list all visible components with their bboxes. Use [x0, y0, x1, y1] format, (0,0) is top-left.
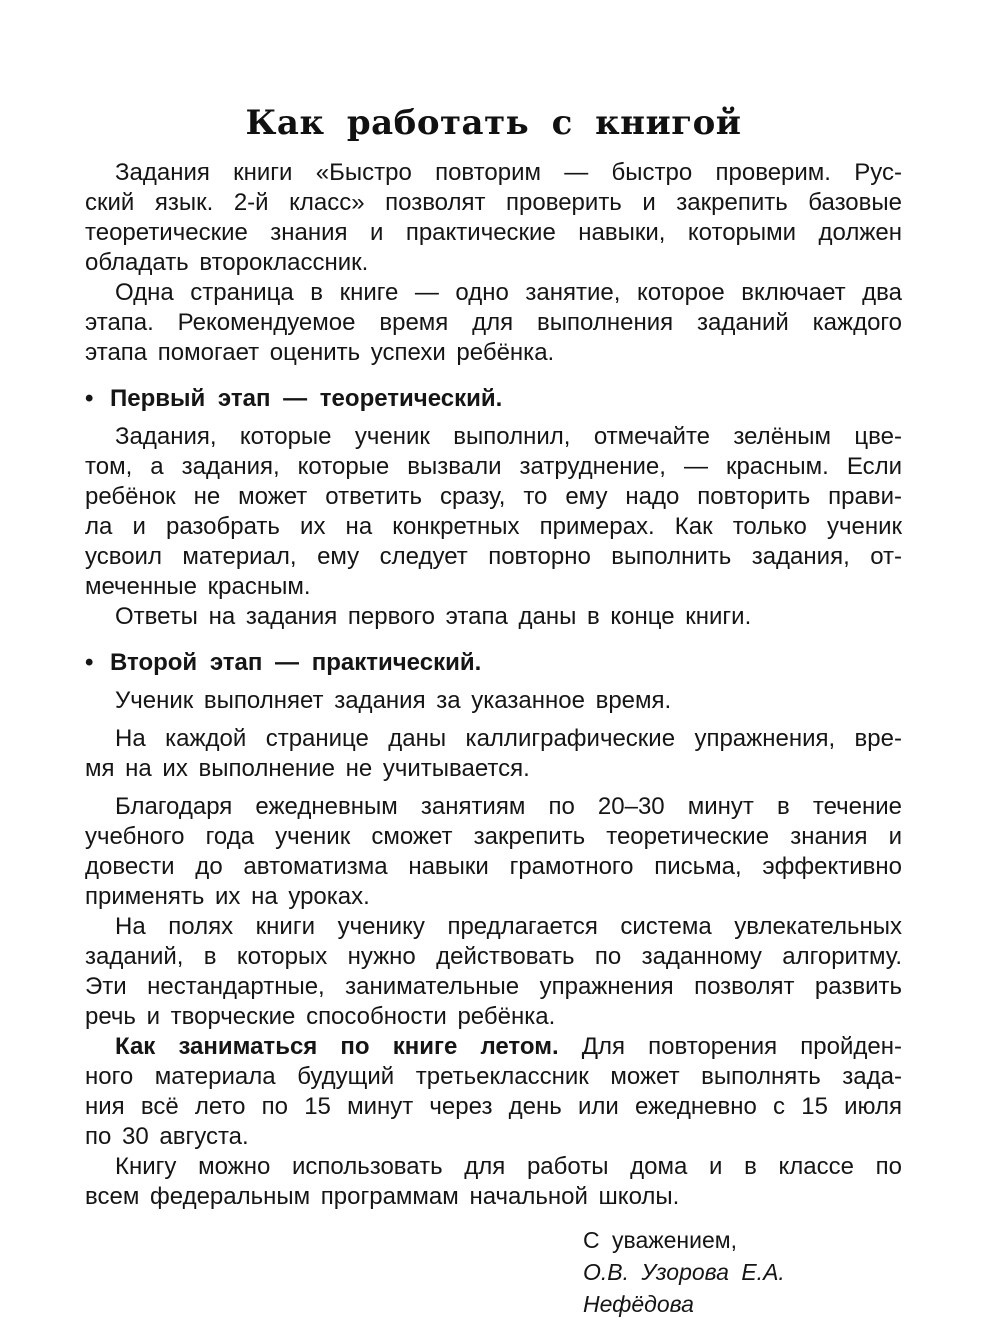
paragraph-line: Задания, которые ученик выполнил, отмечайте зелёным цве- — [115, 423, 902, 450]
paragraph — [85, 602, 902, 632]
paragraph — [85, 1032, 902, 1152]
paragraph-line: по 30 августа. — [85, 1123, 249, 1150]
paragraph-line: том, а задания, которые вызвали затруднение, — красным. Если — [85, 453, 902, 480]
paragraph-line: Ответы на задания первого этапа даны в конце книги. — [115, 603, 752, 630]
paragraph-line: Книгу можно использовать для работы дома и в классе по — [115, 1153, 902, 1180]
paragraph — [85, 278, 902, 368]
paragraph-line: ного материала будущий третьеклассник может выполнять зада- — [85, 1063, 902, 1090]
bullet-heading — [85, 648, 902, 678]
paragraph-line: мя на их выполнение не учитывается. — [85, 755, 530, 782]
paragraph — [85, 1152, 902, 1212]
paragraph — [85, 686, 902, 716]
paragraph-line: довести до автоматизма навыки грамотного письма, эффективно — [85, 853, 902, 880]
paragraph-line: Одна страница в книге — одно занятие, которое включает два — [115, 279, 902, 306]
paragraph-line: теоретические знания и практические навыки, которыми должен — [85, 219, 902, 246]
paragraph-line: ский язык. 2-й класс» позволят проверить и закрепить базовые — [85, 189, 902, 216]
paragraph-line: всем федеральным программам начальной школы. — [85, 1183, 680, 1210]
paragraph-line: Задания книги «Быстро повторим — быстро проверим. Рус- — [115, 159, 902, 186]
paragraph — [85, 724, 902, 784]
bullet-icon: • — [85, 385, 94, 412]
paragraph-line: Ученик выполняет задания за указанное время. — [115, 687, 672, 714]
signature-authors: О.В. Узорова Е.А. Нефёдова — [583, 1259, 785, 1317]
paragraph-line: усвоил материал, ему следует повторно выполнить задания, от- — [85, 543, 902, 570]
paragraph-line: ребёнок не может ответить сразу, то ему надо повторить прави- — [85, 483, 902, 510]
signature-block — [583, 1224, 902, 1320]
paragraph-lead-bold: Как заниматься по книге летом. — [115, 1033, 582, 1060]
signature-salutation: С уважением, — [583, 1227, 737, 1253]
paragraph-line: ния всё лето по 15 минут через день или ежедневно с 15 июля — [85, 1093, 902, 1120]
paragraph — [85, 792, 902, 912]
paragraph-line: Благодаря ежедневным занятиям по 20–30 минут в течение — [115, 793, 902, 820]
paragraph-line: заданий, в которых нужно действовать по заданному алгоритму. — [85, 943, 902, 970]
paragraph-line: учебного года ученик сможет закрепить теоретические знания и — [85, 823, 902, 850]
paragraph-line: обладать второклассник. — [85, 249, 369, 276]
paragraph — [85, 422, 902, 602]
paragraph-line: ла и разобрать их на конкретных примерах. Как только ученик — [85, 513, 902, 540]
bullet-heading — [85, 384, 902, 414]
paragraph-line: меченные красным. — [85, 573, 311, 600]
paragraph-line: На полях книги ученику предлагается система увлекательных — [115, 913, 902, 940]
page-title: Как работать с книгой — [245, 103, 742, 143]
paragraph-line: этапа помогает оценить успехи ребёнка. — [85, 339, 555, 366]
bullet-heading-text: Первый этап — теоретический. — [110, 385, 503, 412]
paragraph-line: Как заниматься по книге летом. Для повторения пройден- — [115, 1033, 902, 1060]
paragraph — [85, 158, 902, 278]
document-body — [85, 158, 902, 1212]
paragraph-line: речь и творческие способности ребёнка. — [85, 1003, 556, 1030]
bullet-icon: • — [85, 649, 94, 676]
paragraph-line: На каждой странице даны каллиграфические упражнения, вре- — [115, 725, 902, 752]
paragraph-line: Эти нестандартные, занимательные упражнения позволят развить — [85, 973, 902, 1000]
paragraph — [85, 912, 902, 1032]
paragraph-line: этапа. Рекомендуемое время для выполнения заданий каждого — [85, 309, 902, 336]
bullet-heading-text: Второй этап — практический. — [110, 649, 482, 676]
paragraph-line: применять их на уроках. — [85, 883, 370, 910]
